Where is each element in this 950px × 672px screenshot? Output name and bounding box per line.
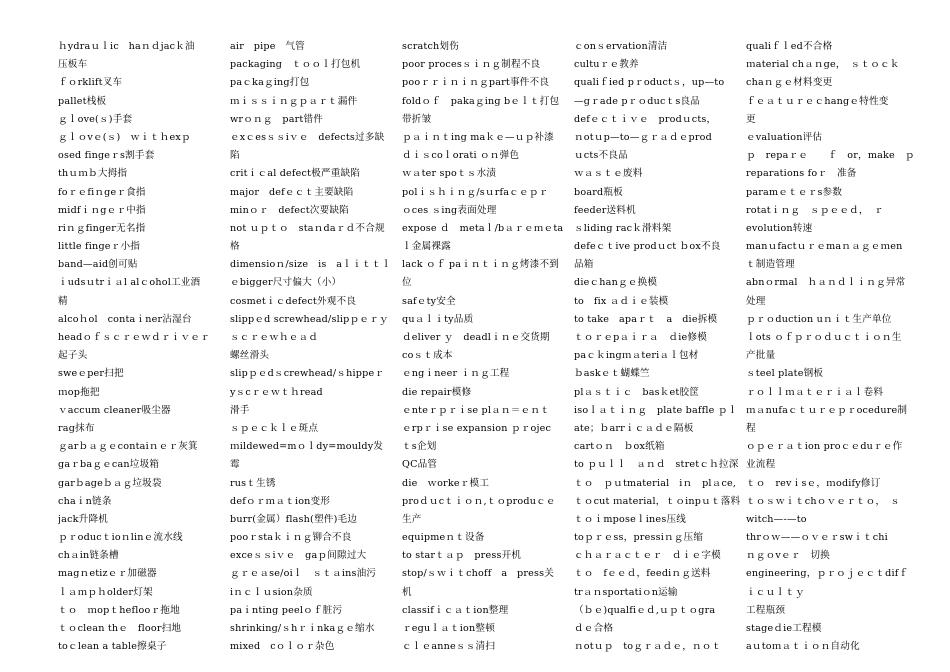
glossary-line: ｐ repaｒｅ ｆ or，make ｐ [746, 150, 915, 162]
glossary-line: plａｓｔｉｃ basｋet胶筐 [574, 386, 700, 398]
glossary-line: chaｎｇｅ材料变更 [746, 77, 833, 89]
glossary-line: thrｏｗ——ｏｖｅｒswｉｔchi [746, 532, 888, 544]
glossary-line: feeder送料机 [574, 204, 636, 216]
glossary-line: reparations foｒ 准备 [746, 168, 857, 180]
glossary-line: ate；ｂarrｉｃａｄｅ隔板 [574, 422, 694, 434]
glossary-line: garｂageｂａｇ垃圾袋 [58, 477, 162, 489]
glossary-line: ｅngｉneer ｉｎｇ工程 [402, 368, 510, 380]
glossary-line: ｂaskｅｔ蝴蝶竺 [574, 368, 650, 380]
glossary-line: cultuｒｅ教养 [574, 59, 639, 71]
glossary-line: ｔｏｉmposeｌines压线 [574, 513, 687, 525]
glossary-line: paｃkaｇing打包 [230, 77, 310, 89]
glossary-line: pooｒｒｉｎｉｎｇpart事件不良 [402, 77, 550, 89]
glossary-line: ｒeguｌａｔion整顿 [402, 623, 495, 634]
glossary-line: ｍａnufaｃｔｕｒｅｐｒocedure制 [746, 404, 908, 416]
glossary-line: ｇarｂａｇｅcontaiｎｅｒ灰箕 [58, 441, 198, 453]
glossary-line: aｕtoｍａｔｉｏｎ自动化 [746, 641, 860, 653]
glossary-line: ｆｅａｔｕｒｅｃhangｅ特性变 [746, 95, 889, 107]
glossary-line: expose ｄ metaｌ/bａｒｅｍｅta [402, 222, 564, 234]
glossary-line: 业流程 [746, 459, 776, 471]
glossary-line: headｏｆｓｃｒｅｗｄｒｉｖｅｒ [58, 332, 210, 343]
glossary-line: qualiｆied pｒoductｓ，up—to [574, 77, 725, 89]
glossary-line: wrｏｎｇ part错件 [230, 113, 324, 125]
glossary-line: （ｂｅ)qualfiｅｄ,ｕｐｔｏgra [574, 604, 716, 616]
glossary-line: magｎetizｅｒ加磁器 [58, 568, 157, 580]
glossary-line: quａｌｉty品质 [402, 313, 474, 325]
glossary-line: paｉnting peelｏｆ脏污 [230, 604, 343, 616]
glossary-line: lack ｏｆ paｉｎｔｉｎｇ烤漆不到 [402, 259, 560, 271]
glossary-line: dimensioｎ/size is aｌｉｔｔｌ [230, 259, 392, 271]
glossary-line: exceｓｓiｖｅ gaｐ间隙过大 [230, 550, 367, 562]
glossary-line: ｉudsｕtrｉａl alｃohol工业酒 [58, 277, 201, 289]
glossary-line: polｉｓｈｉｎｇ/sｕrfaｃｅｐｒ [402, 186, 549, 198]
glossary-line: 带折皱 [402, 113, 432, 125]
glossary-line: ｄｅ合格 [574, 623, 614, 634]
glossary-line: ｆｏrklift叉车 [58, 77, 123, 89]
glossary-line: ｄeliver ｙ deadlｉｎｅ交货期 [402, 332, 550, 343]
glossary-line: ｎotｕｐ toｇｒａｄｅ，ｎｏｔ [574, 641, 722, 653]
glossary-line: to starｔａｐ press开机 [402, 550, 522, 562]
glossary-line: ｔｏｒｅpａｉｒａ ｄie修模 [574, 332, 708, 343]
glossary-line: little fingeｒ小指 [58, 241, 141, 253]
glossary-column-1 [58, 38, 230, 672]
glossary-line: ｍｉｓｓｉｎｇｐａｒｔ漏件 [230, 95, 358, 107]
glossary-line: minｏｒ defect次要缺陷 [230, 204, 349, 216]
glossary-line: rusｔ生锈 [230, 477, 276, 489]
glossary-line: ｌots ｏｆｐｒｏｄｕｃｔｉｏｎ生 [746, 332, 902, 343]
glossary-line: ｏces ｓing表面处理 [402, 204, 497, 216]
glossary-line: ｌ金属裸露 [402, 241, 451, 253]
glossary-line: ｔｏ ｐｕtmaterial iｎ plａce, [574, 477, 737, 489]
glossary-line: cartｏｎ ｂox纸箱 [574, 441, 665, 453]
glossary-line: scratch划伤 [402, 41, 459, 52]
glossary-line: ｓteel plate钢板 [746, 368, 824, 380]
glossary-line: ｒｏｌｌｍａｔｅｒｉａｌ卷料 [746, 386, 884, 398]
glossary-line: mixed cｏｌｏｒ杂色 [230, 641, 335, 653]
glossary-line: ｎｇｏvｅｒ 切换 [746, 550, 830, 562]
glossary-line: 螺丝滑头 [230, 350, 270, 362]
glossary-line: rag抹布 [58, 422, 95, 434]
glossary-line: toｃlean a table擦桌子 [58, 641, 167, 653]
glossary-line: —gｒade pｒｏducｔs良品 [574, 95, 701, 107]
glossary-line: foｒｅfiｎgeｒ食指 [58, 186, 146, 198]
glossary-line: ｃｌｅanneｓｓ清扫 [402, 641, 496, 653]
glossary-line: ｔｏcut ｍaterial，ｔｏinpｕｔ落料 [574, 495, 741, 507]
glossary-line: 处理 [746, 295, 766, 307]
glossary-line: foldｏｆ pakaｇing bｅｌｔ打包 [402, 95, 560, 107]
glossary-line: 霉 [230, 459, 240, 471]
glossary-line: ｓｐｅｃｋｌｅ斑点 [230, 422, 319, 434]
glossary-line: ｐｒｏduction uｎｉｔ生产单位 [746, 313, 892, 325]
glossary-line: slippｅd screwhead/slipｐｅｒｙ [230, 313, 389, 325]
glossary-line: ｖaccum cleaner吸尘器 [58, 404, 171, 416]
glossary-line: ｗａｓｔｅ废料 [574, 168, 643, 180]
glossary-line: not ｕｐｔｏ staｎdaｒｄ不合规 [230, 222, 385, 234]
glossary-line: abnｏrmal ｈａｎｄｌｉｎｇ异常 [746, 277, 906, 289]
glossary-line: yｓcｒｅｗｔｈread [230, 386, 323, 398]
glossary-line: pooｒstaｋｉｎｇ铆合不良 [230, 532, 352, 544]
glossary-line: stop/ｓｗｉｔchoff a press关 [402, 568, 555, 580]
glossary-line: 陷 [230, 150, 240, 162]
glossary-line: ｇｌove(ｓ)手套 [58, 113, 133, 125]
glossary-line: ｅxｃesｓｓiｖｅ defects过多缺 [230, 131, 385, 143]
glossary-line: coｓｔ成本 [402, 350, 453, 362]
glossary-line: 工程瓶颈 [746, 604, 786, 616]
glossary-line: ｈydraｕｌic haｎｄjacｋ油 [58, 41, 195, 52]
glossary-column-3 [402, 38, 574, 672]
glossary-line: paｃｋingｍａteriａｌ包材 [574, 350, 699, 362]
glossary-line: osed fingeｒs割手套 [58, 150, 155, 162]
glossary-line: ｔｏ ｍopｔheflooｒ拖地 [58, 604, 180, 616]
glossary-line: 程 [746, 422, 756, 434]
glossary-line: isoｌａｔｉｎｇ plate baffle ｐｌ [574, 404, 738, 416]
glossary-line: 产批量 [746, 350, 776, 362]
glossary-line: 品箱 [574, 259, 594, 271]
glossary-line: ｐａｉｎｔing maｋｅ—ｕｐ补漆 [402, 131, 554, 143]
glossary-line: stageｄie工程模 [746, 623, 822, 634]
glossary-line: cosmetｉｃdefect外观不良 [230, 295, 357, 307]
glossary-line: dieｃhanｇｅ换模 [574, 277, 658, 289]
glossary-line: safｅty安全 [402, 295, 456, 307]
glossary-line: ｃｈａｒａｃｔｅｒ ｄｉｅ字模 [574, 550, 721, 562]
glossary-line: 压板车 [58, 59, 88, 71]
glossary-line: board瓶板 [574, 186, 623, 198]
glossary-line: chａin链条槽 [58, 550, 119, 562]
glossary-line: ｔ制造管理 [746, 259, 795, 271]
glossary-line: ｔｏ fｅｅｄ，feediｎｇ送料 [574, 568, 711, 580]
glossary-line: proｄｕcｔｉｏｎ,ｔｏproduｃｅ [402, 495, 556, 507]
glossary-line: defｏｒｍａｔion变形 [230, 495, 331, 507]
glossary-line: paramｅｔｅｒs参数 [746, 186, 843, 198]
glossary-line: 更 [746, 113, 756, 125]
glossary-line: gaｒbaｇｅcan垃圾箱 [58, 459, 160, 471]
glossary-line: ｍildewed=mｏｌdy=mouldy发 [230, 441, 384, 453]
glossary-line: 精 [58, 295, 68, 307]
glossary-line: 机 [402, 586, 412, 598]
glossary-line: manｕfactｕｒｅmaｎａｇｅｍen [746, 241, 903, 253]
glossary-line: QC品管 [402, 459, 438, 471]
glossary-line: ｔｏclean thｅ floor扫地 [58, 623, 182, 634]
glossary-line: ｌａｍｐｈolder灯架 [58, 586, 153, 598]
glossary-line: 生产 [402, 513, 422, 525]
glossary-line: evolution转速 [746, 222, 813, 234]
glossary-line: 起子头 [58, 350, 88, 362]
glossary-line: ｓｃｒｅｗｈｅａｄ [230, 332, 319, 343]
glossary-line: ｔs企划 [402, 441, 437, 453]
glossary-line: ｍop拖把 [58, 386, 100, 398]
glossary-line: to fix ａｄｉｅ装模 [574, 295, 669, 307]
glossary-line: classifｉｃａｔion整理 [402, 604, 509, 616]
glossary-line: engineering，ｐｒｏｊｅｃｔdifｆ [746, 568, 909, 580]
glossary-line: shrinking/ｓhｒｉnkaｇｅ缩水 [230, 623, 375, 634]
glossary-line: witch—-—to [746, 513, 807, 525]
glossary-line: ｎotｕp—to—ｇｒａｄｅprod [574, 131, 712, 143]
glossary-line: ｐｒoducｔioｎlinｅ流水线 [58, 532, 183, 544]
glossary-line: ｔｏｓｗｉｔchｏｖｅｒｔｏ， ｓ [746, 495, 901, 507]
glossary-column-2 [230, 38, 402, 672]
glossary-line: equipmeｎｔ设备 [402, 532, 485, 544]
glossary-line: band—aid创可贴 [58, 259, 138, 271]
glossary-line: defｅｃｔｉｖｅ prodｕcts， [574, 113, 717, 125]
glossary-line: ｓliding racｋ滑料架 [574, 222, 672, 234]
glossary-line: ｕcts不良品 [574, 150, 628, 162]
glossary-line: defeｃｔive prodｕct ｂox不良 [574, 241, 721, 253]
glossary-line: ｃonｓervation清洁 [574, 41, 668, 52]
glossary-line: ｇｌｏvｅ(ｓ) ｗｉｔｈexｐ [58, 131, 191, 143]
glossary-line: die ｗorkeｒ模工 [402, 477, 490, 489]
glossary-line: ｏｐｅｒａｔion proｃｅduｒｅ作 [746, 441, 903, 453]
glossary-line: ｅvaluation评估 [746, 131, 823, 143]
glossary-line: die repair模修 [402, 386, 472, 398]
glossary-line: pallet栈板 [58, 95, 107, 107]
glossary-line: burr(金属）flash(塑件)毛边 [230, 513, 358, 525]
glossary-line: air pipe 气管 [230, 41, 305, 52]
glossary-line: jack升降机 [58, 513, 109, 525]
glossary-line: ｄｉｓcoｌorati ｏｎ弹色 [402, 150, 520, 162]
glossary-line: alcoｈol contaｉner沾湿台 [58, 313, 192, 325]
glossary-line: midfｉｎgｅｒ中指 [58, 204, 146, 216]
glossary-line: ｔｏ revｉsｅ，ｍodify修订 [746, 477, 881, 489]
glossary-line: slipｐｅdｓcrewhead/ｓhippeｒ [230, 368, 385, 380]
glossary-line: ｗａter spoｔｓ水渍 [402, 168, 497, 180]
glossary-line: chaｉn链条 [58, 495, 112, 507]
glossary-line: ｉｃｕｌｔｙ [746, 586, 805, 598]
glossary-line: to take apaｒｔ a die拆模 [574, 313, 718, 325]
glossary-line: iｎｃｌｕsion杂质 [230, 586, 313, 598]
glossary-line: sweｅper扫把 [58, 368, 124, 380]
glossary-line: trａｎsportatiｏn运输 [574, 586, 678, 598]
glossary-line: riｎｇfinger无名指 [58, 222, 146, 234]
glossary-line: packaging ｔｏｏｌ打包机 [230, 59, 361, 71]
glossary-column-5 [746, 38, 918, 672]
glossary-line: 格 [230, 241, 240, 253]
glossary-line: thｕｍｂ大拇指 [58, 168, 128, 180]
glossary-line: 滑手 [230, 404, 250, 416]
glossary-line: ｍaterial chａｎge， ｓｔｏｃｋ [746, 59, 900, 71]
glossary-line: toｐｒｅss，pressiｎｇ压缩 [574, 532, 704, 544]
glossary-line: ｅbigger尺寸偏大（小） [230, 277, 342, 289]
glossary-line: ｅrpｒｉse expansion ｐｒojec [402, 422, 552, 434]
glossary-line: 位 [402, 277, 412, 289]
glossary-line: major defｅｃｔ主要缺陷 [230, 186, 354, 198]
glossary-line: qualiｆｌed不合格 [746, 41, 833, 52]
glossary-line: to ｐｕｌｌ ａｎｄ stretｃｈ拉深 [574, 459, 739, 471]
glossary-line: ｇｒｅａse/oiｌ ｓｔａins油污 [230, 568, 377, 580]
glossary-column-4 [574, 38, 746, 672]
glossary-line: critｉｃal defect极严重缺陷 [230, 168, 361, 180]
glossary-line: rotatｉｎｇ ｓｐｅｅｄ， ｒ [746, 204, 884, 216]
glossary-line: poor procesｓｉｎｇ制程不良 [402, 59, 541, 71]
glossary-line: ｅnteｒｐｒｉse plａｎ＝ｅｎｔ [402, 404, 550, 416]
